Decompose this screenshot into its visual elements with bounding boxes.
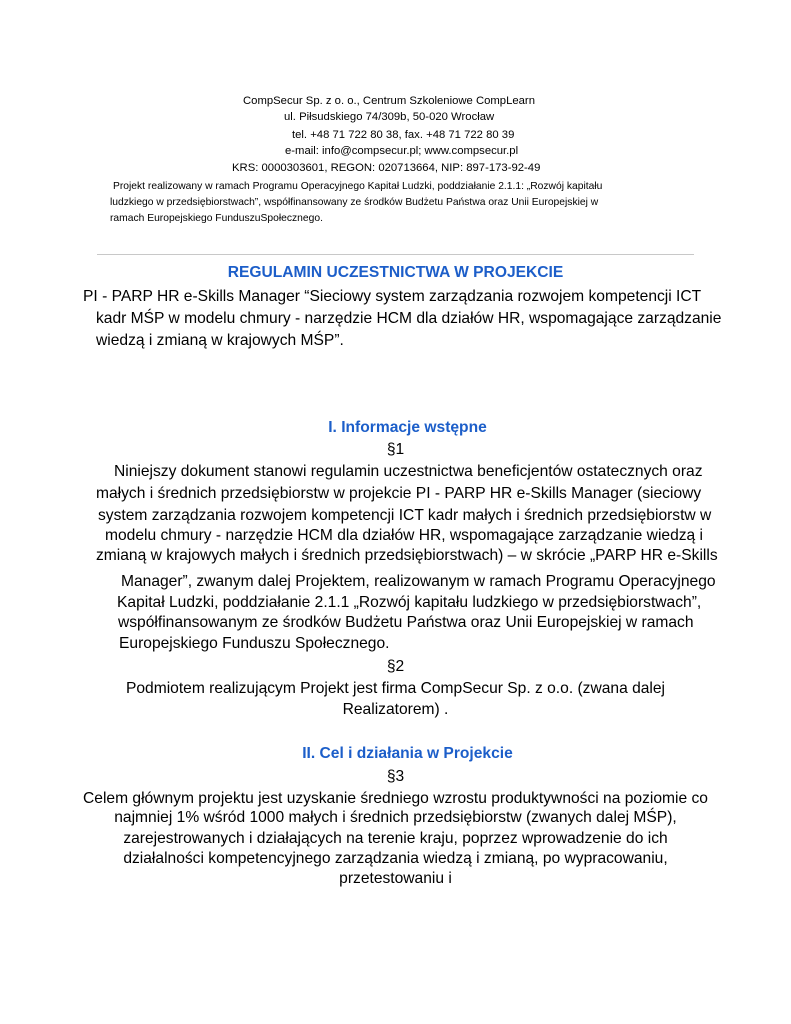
document-title: REGULAMIN UCZESTNICTWA W PROJEKCIE xyxy=(227,264,564,281)
subtitle-line: PI - PARP HR e-Skills Manager “Sieciowy system zarządzania rozwojem kompetencji ICT xyxy=(83,288,702,305)
header-divider xyxy=(97,254,694,255)
header-address: ul. Piłsudskiego 74/309b, 50-020 Wrocław xyxy=(284,111,495,123)
paragraph-symbol: §2 xyxy=(386,658,405,675)
header-email: e-mail: info@compsecur.pl; www.compsecur.pl xyxy=(285,145,519,157)
header-registry: KRS: 0000303601, REGON: 020713664, NIP: 897-173-92-49 xyxy=(232,162,541,174)
paragraph-line: zarejestrowanych i działających na terenie kraju, poprzez wprowadzenie do ich xyxy=(123,830,668,847)
paragraph-line: system zarządzania rozwojem kompetencji ICT kadr małych i średnich przedsiębiorstw w xyxy=(98,507,712,524)
subtitle-line: kadr MŚP w modelu chmury - narzędzie HCM dla działów HR, wspomagające zarządzanie xyxy=(96,310,722,327)
header-company-name: CompSecur Sp. z o. o., Centrum Szkoleniowe CompLearn xyxy=(243,95,535,107)
paragraph-line: Niniejszy dokument stanowi regulamin uczestnictwa beneficjentów ostatecznych oraz xyxy=(114,463,703,480)
paragraph-symbol: §3 xyxy=(386,768,405,785)
header-project-line-1: Projekt realizowany w ramach Programu Operacyjnego Kapitał Ludzki, poddziałanie 2.1.1: „Rozwój kapitału xyxy=(113,181,603,192)
paragraph-line: Podmiotem realizującym Projekt jest firma CompSecur Sp. z o.o. (zwana dalej xyxy=(125,680,666,697)
paragraph-line: najmniej 1% wśród 1000 małych i średnich przedsiębiorstw (zwanych dalej MŚP), xyxy=(114,809,677,826)
paragraph-line: Manager”, zwanym dalej Projektem, realizowanym w ramach Programu Operacyjnego xyxy=(121,573,716,590)
paragraph-line: Kapitał Ludzki, poddziałanie 2.1.1 „Rozwój kapitału ludzkiego w przedsiębiorstwach”, xyxy=(117,594,702,611)
paragraph-line: Europejskiego Funduszu Społecznego. xyxy=(119,635,390,652)
paragraph-line: współfinansowanym ze środków Budżetu Państwa oraz Unii Europejskiej w ramach xyxy=(118,614,694,631)
paragraph-line: zmianą w krajowych małych i średnich przedsiębiorstwach) – w skrócie „PARP HR e-Skills xyxy=(96,547,718,564)
paragraph-line: przetestowaniu i xyxy=(339,870,452,887)
section-heading: II. Cel i działania w Projekcie xyxy=(302,745,513,762)
paragraph-line: małych i średnich przedsiębiorstw w projekcie PI - PARP HR e-Skills Manager (sieciowy xyxy=(96,485,702,502)
paragraph-line: modelu chmury - narzędzie HCM dla działów HR, wspomagające zarządzanie wiedzą i xyxy=(105,527,704,544)
header-project-line-2: ludzkiego w przedsiębiorstwach”, współfinansowany ze środków Budżetu Państwa oraz Unii Europejskiej w xyxy=(110,197,599,208)
subtitle-line: wiedzą i zmianą w krajowych MŚP”. xyxy=(96,332,344,349)
paragraph-line: Celem głównym projektu jest uzyskanie średniego wzrostu produktywności na poziomie co xyxy=(83,790,708,807)
header-project-line-3: ramach Europejskiego FunduszuSpołecznego. xyxy=(110,213,323,224)
section-heading: I. Informacje wstępne xyxy=(328,419,487,436)
header-phone: tel. +48 71 722 80 38, fax. +48 71 722 80 39 xyxy=(292,129,515,141)
paragraph-symbol: §1 xyxy=(386,441,405,458)
paragraph-line: działalności kompetencyjnego zarządzania wiedzą i zmianą, po wypracowaniu, xyxy=(123,850,668,867)
paragraph-line: Realizatorem) . xyxy=(342,701,449,718)
